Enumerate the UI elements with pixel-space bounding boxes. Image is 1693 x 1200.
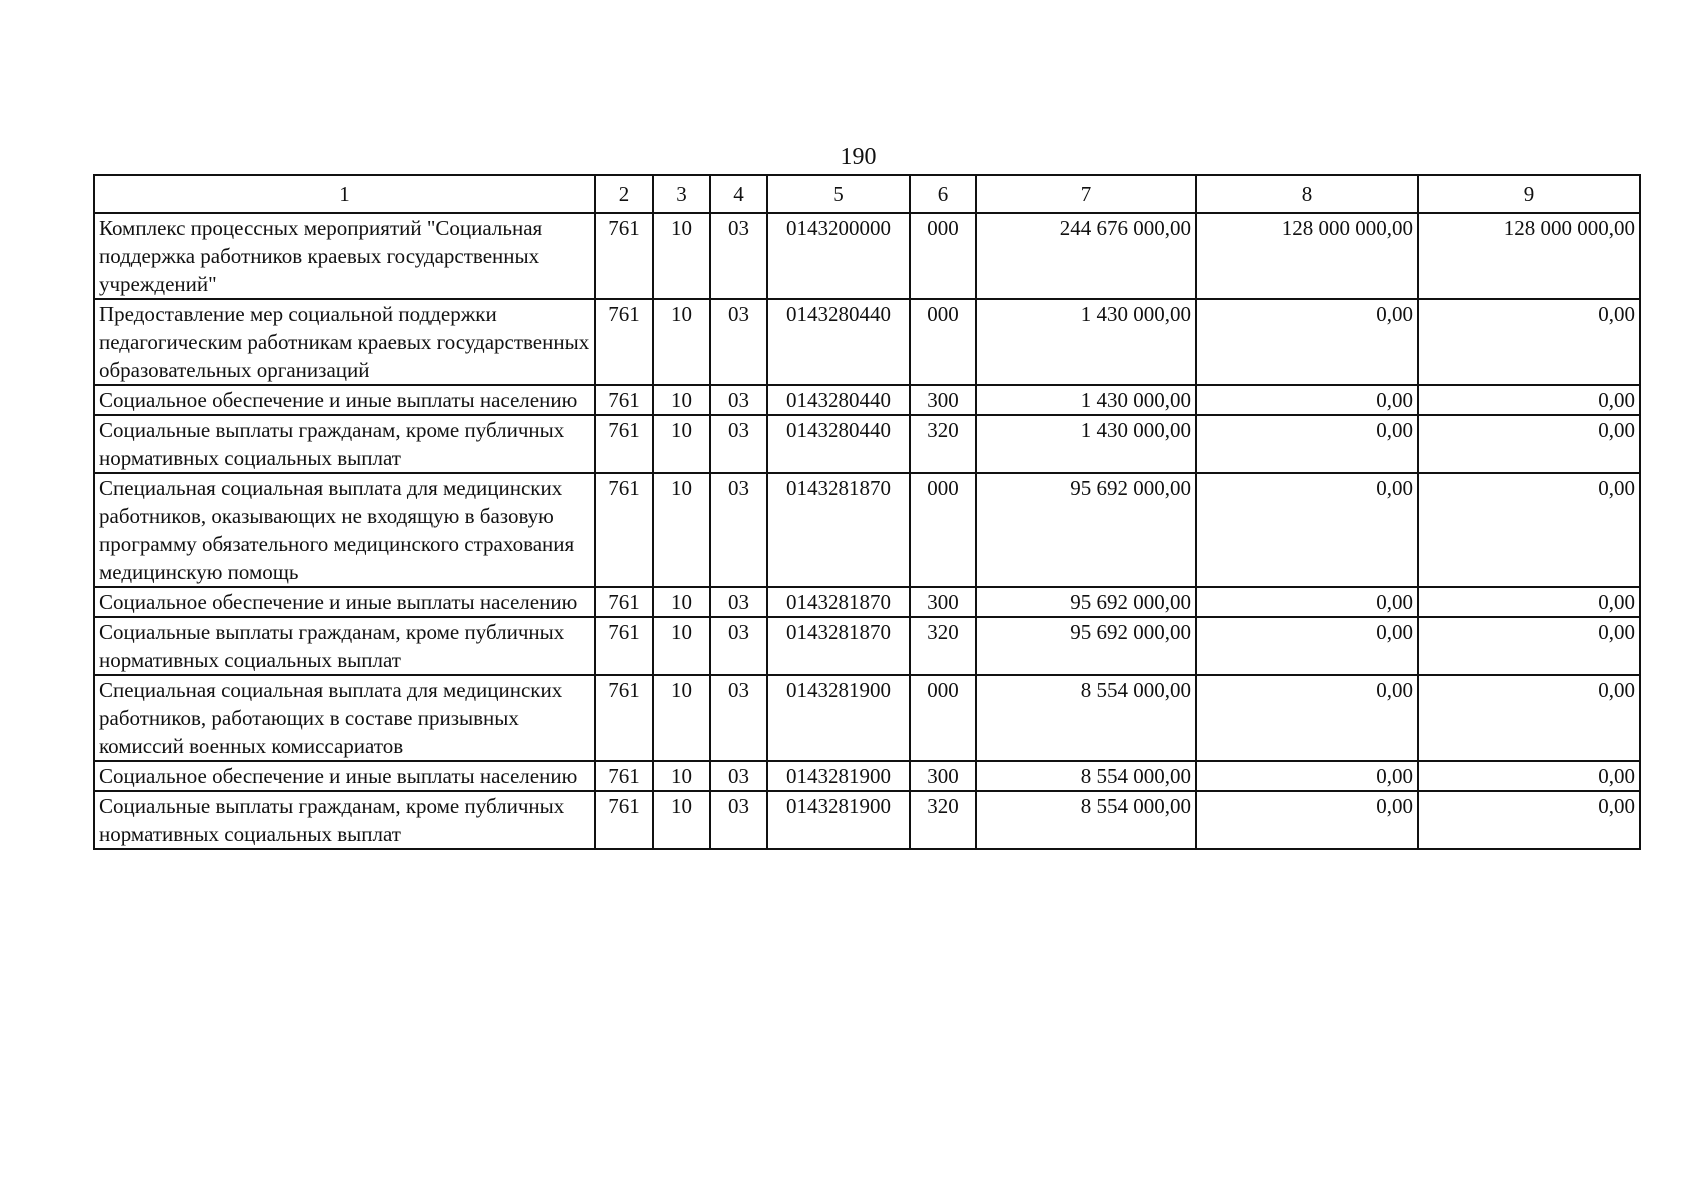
- admin-code: 761: [595, 675, 653, 761]
- table-row: [94, 617, 1640, 675]
- admin-code: 761: [595, 617, 653, 675]
- budget-table: [93, 174, 1641, 850]
- amount-col9: 0,00: [1418, 385, 1640, 415]
- section-code: 10: [653, 385, 710, 415]
- amount-col7: 95 692 000,00: [976, 617, 1196, 675]
- table-row: [94, 761, 1640, 791]
- row-name: Социальные выплаты гражданам, кроме публичных нормативных социальных выплат: [94, 791, 595, 849]
- table-row: [94, 415, 1640, 473]
- expense-type-code: 000: [910, 299, 976, 385]
- expense-type-code: 300: [910, 587, 976, 617]
- expense-type-code: 300: [910, 385, 976, 415]
- amount-col7: 244 676 000,00: [976, 213, 1196, 299]
- target-code: 0143281870: [767, 617, 910, 675]
- subsection-code: 03: [710, 213, 767, 299]
- row-name: Социальное обеспечение и иные выплаты населению: [94, 587, 595, 617]
- section-code: 10: [653, 761, 710, 791]
- amount-col8: 0,00: [1196, 299, 1418, 385]
- amount-col7: 95 692 000,00: [976, 587, 1196, 617]
- row-name: Социальные выплаты гражданам, кроме публичных нормативных социальных выплат: [94, 617, 595, 675]
- table-row: [94, 675, 1640, 761]
- expense-type-code: 300: [910, 761, 976, 791]
- column-header: 7: [976, 175, 1196, 213]
- row-name: Специальная социальная выплата для медицинских работников, работающих в составе призывных комиссий военных комиссариатов: [94, 675, 595, 761]
- admin-code: 761: [595, 761, 653, 791]
- section-code: 10: [653, 791, 710, 849]
- row-name: Специальная социальная выплата для медицинских работников, оказывающих не входящую в базовую программу обязательного медицинского страхования медицинскую помощь: [94, 473, 595, 587]
- table-row: [94, 299, 1640, 385]
- amount-col8: 128 000 000,00: [1196, 213, 1418, 299]
- column-header: 8: [1196, 175, 1418, 213]
- subsection-code: 03: [710, 473, 767, 587]
- subsection-code: 03: [710, 761, 767, 791]
- amount-col9: 0,00: [1418, 617, 1640, 675]
- amount-col7: 8 554 000,00: [976, 761, 1196, 791]
- amount-col8: 0,00: [1196, 617, 1418, 675]
- amount-col9: 0,00: [1418, 761, 1640, 791]
- column-header: 2: [595, 175, 653, 213]
- target-code: 0143281900: [767, 761, 910, 791]
- amount-col7: 1 430 000,00: [976, 415, 1196, 473]
- amount-col9: 0,00: [1418, 473, 1640, 587]
- amount-col9: 128 000 000,00: [1418, 213, 1640, 299]
- target-code: 0143281870: [767, 473, 910, 587]
- target-code: 0143281900: [767, 675, 910, 761]
- column-header: 5: [767, 175, 910, 213]
- amount-col8: 0,00: [1196, 415, 1418, 473]
- amount-col8: 0,00: [1196, 473, 1418, 587]
- section-code: 10: [653, 617, 710, 675]
- amount-col8: 0,00: [1196, 587, 1418, 617]
- row-name: Комплекс процессных мероприятий "Социальная поддержка работников краевых государственных учреждений": [94, 213, 595, 299]
- admin-code: 761: [595, 213, 653, 299]
- admin-code: 761: [595, 473, 653, 587]
- row-name: Социальное обеспечение и иные выплаты населению: [94, 761, 595, 791]
- subsection-code: 03: [710, 587, 767, 617]
- row-name: Предоставление мер социальной поддержки педагогическим работникам краевых государственных образовательных организаций: [94, 299, 595, 385]
- admin-code: 761: [595, 791, 653, 849]
- column-header: 1: [94, 175, 595, 213]
- column-header: 6: [910, 175, 976, 213]
- column-header: 3: [653, 175, 710, 213]
- subsection-code: 03: [710, 299, 767, 385]
- amount-col7: 8 554 000,00: [976, 791, 1196, 849]
- section-code: 10: [653, 415, 710, 473]
- subsection-code: 03: [710, 385, 767, 415]
- target-code: 0143280440: [767, 299, 910, 385]
- amount-col8: 0,00: [1196, 761, 1418, 791]
- target-code: 0143281870: [767, 587, 910, 617]
- expense-type-code: 320: [910, 617, 976, 675]
- header-row: [94, 175, 1640, 213]
- admin-code: 761: [595, 299, 653, 385]
- subsection-code: 03: [710, 617, 767, 675]
- subsection-code: 03: [710, 675, 767, 761]
- table-row: [94, 385, 1640, 415]
- admin-code: 761: [595, 415, 653, 473]
- expense-type-code: 000: [910, 675, 976, 761]
- amount-col9: 0,00: [1418, 675, 1640, 761]
- section-code: 10: [653, 587, 710, 617]
- target-code: 0143280440: [767, 385, 910, 415]
- subsection-code: 03: [710, 791, 767, 849]
- amount-col7: 95 692 000,00: [976, 473, 1196, 587]
- target-code: 0143200000: [767, 213, 910, 299]
- amount-col9: 0,00: [1418, 791, 1640, 849]
- expense-type-code: 000: [910, 473, 976, 587]
- section-code: 10: [653, 299, 710, 385]
- amount-col7: 1 430 000,00: [976, 385, 1196, 415]
- target-code: 0143280440: [767, 415, 910, 473]
- amount-col8: 0,00: [1196, 385, 1418, 415]
- table-row: [94, 473, 1640, 587]
- amount-col7: 8 554 000,00: [976, 675, 1196, 761]
- expense-type-code: 320: [910, 791, 976, 849]
- section-code: 10: [653, 213, 710, 299]
- amount-col9: 0,00: [1418, 415, 1640, 473]
- table-row: [94, 587, 1640, 617]
- table-row: [94, 213, 1640, 299]
- section-code: 10: [653, 675, 710, 761]
- amount-col9: 0,00: [1418, 299, 1640, 385]
- subsection-code: 03: [710, 415, 767, 473]
- amount-col8: 0,00: [1196, 675, 1418, 761]
- amount-col9: 0,00: [1418, 587, 1640, 617]
- row-name: Социальное обеспечение и иные выплаты населению: [94, 385, 595, 415]
- column-header: 4: [710, 175, 767, 213]
- admin-code: 761: [595, 587, 653, 617]
- expense-type-code: 320: [910, 415, 976, 473]
- page-number: 190: [840, 144, 877, 170]
- amount-col7: 1 430 000,00: [976, 299, 1196, 385]
- admin-code: 761: [595, 385, 653, 415]
- expense-type-code: 000: [910, 213, 976, 299]
- section-code: 10: [653, 473, 710, 587]
- amount-col8: 0,00: [1196, 791, 1418, 849]
- table-row: [94, 791, 1640, 849]
- row-name: Социальные выплаты гражданам, кроме публичных нормативных социальных выплат: [94, 415, 595, 473]
- target-code: 0143281900: [767, 791, 910, 849]
- column-header: 9: [1418, 175, 1640, 213]
